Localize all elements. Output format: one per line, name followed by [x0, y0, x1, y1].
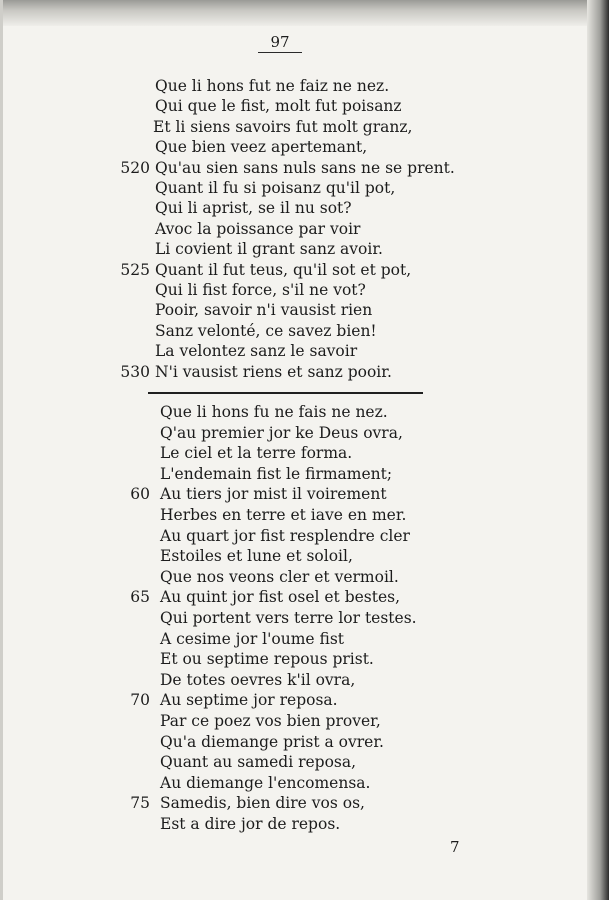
verse-text: Que bien veez apertemant,: [155, 138, 368, 157]
verse-text: Que nos veons cler et vermoil.: [160, 567, 399, 586]
verse-text: Que li hons fut ne faiz ne nez.: [155, 77, 390, 95]
line-number: 75: [130, 794, 150, 813]
verse-text: Au tiers jor mist il voirement: [160, 485, 387, 504]
verse-text: Herbes en terre et iave en mer.: [160, 506, 407, 524]
verse-text: Avoc la poissance par voir: [155, 219, 361, 238]
signature-mark: 7: [450, 838, 460, 856]
line-number: 525: [120, 260, 150, 279]
verse-text: Sanz velonté, ce savez bien!: [155, 321, 377, 340]
verse-text: Qui li aprist, se il nu sot?: [155, 199, 352, 218]
verse-text: Au quint jor fist osel et bestes,: [160, 588, 401, 607]
verse-text: Pooir, savoir n'i vausist rien: [155, 301, 373, 320]
verse-text: N'i vausist riens et sanz pooir.: [155, 362, 392, 381]
verse-text: Le ciel et la terre forma.: [160, 444, 353, 463]
scan-binding-edge: [587, 0, 609, 900]
line-number: 70: [130, 691, 150, 710]
verse-text: Et li siens savoirs fut molt granz,: [153, 117, 413, 136]
section-divider: [148, 392, 423, 394]
verse-text: Quant il fu si poisanz qu'il pot,: [155, 179, 396, 197]
verse-text: Quant au samedi reposa,: [160, 753, 357, 772]
line-number: 60: [130, 485, 150, 504]
verse-text: Qui li fist force, s'il ne vot?: [155, 281, 366, 299]
verse-text: Estoiles et lune et soloil,: [160, 547, 353, 566]
line-number: 520: [120, 158, 150, 177]
verse-text: L'endemain fist le firmament;: [160, 464, 393, 483]
page-number: 97: [258, 33, 302, 53]
verse-text: Quant il fut teus, qu'il sot et pot,: [155, 260, 412, 279]
verse-text: Qu'a diemange prist a ovrer.: [160, 732, 384, 751]
verse-text: De totes oevres k'il ovra,: [160, 670, 356, 689]
scan-top-edge: [0, 0, 609, 26]
verse-text: Est a dire jor de repos.: [160, 815, 341, 833]
verse-text: Q'au premier jor ke Deus ovra,: [160, 423, 403, 442]
verse-text: Au diemange l'encomensa.: [160, 773, 371, 792]
verse-text: Samedis, bien dire vos os,: [160, 794, 365, 813]
scan-left-edge: [0, 0, 3, 900]
verse-text: Li covient il grant sanz avoir.: [155, 240, 383, 259]
verse-text: Qui portent vers terre lor testes.: [160, 609, 417, 627]
verse-text: Par ce poez vos bien prover,: [160, 712, 381, 730]
verse-text: A cesime jor l'oume fist: [160, 629, 345, 648]
verse-text: Que li hons fu ne fais ne nez.: [160, 403, 388, 421]
verse-text: La velontez sanz le savoir: [155, 342, 358, 361]
verse-text: Qui que le fist, molt fut poisanz: [155, 97, 402, 116]
line-number: 530: [120, 362, 150, 381]
line-number: 65: [130, 588, 150, 607]
verse-text: Au quart jor fist resplendre cler: [160, 526, 410, 545]
verse-text: Au septime jor reposa.: [160, 691, 338, 710]
verse-text: Et ou septime repous prist.: [160, 650, 374, 669]
verse-text: Qu'au sien sans nuls sans ne se prent.: [155, 158, 455, 177]
